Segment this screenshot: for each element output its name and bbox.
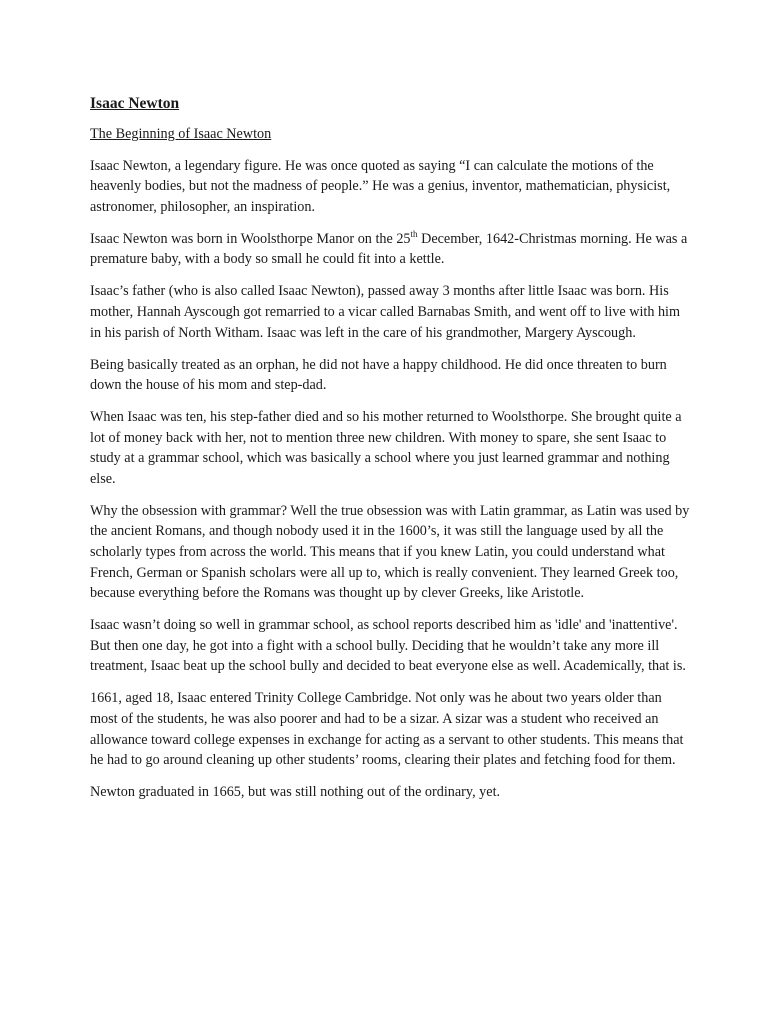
paragraph-3: Isaac’s father (who is also called Isaac Newton), passed away 3 months after little Isaac was born. His mother, Hannah Ayscough got remarried to a vicar called Barnabas Smith, and went off to live with him in his parish of North Witham. Isaac was left in the care of his grandmother, Margery Ayscough. [90, 283, 681, 341]
paragraph-7: Isaac wasn’t doing so well in grammar school, as school reports described him as 'idle' and 'inattentive'. But then one day, he got into a fight with a school bully. Deciding that he wouldn’t take any more ill treatment, Isaac beat up the school bully and decided to beat everyone else as well. Academically, that is. [90, 617, 686, 675]
section-heading: The Beginning of Isaac Newton [90, 126, 272, 142]
paragraph-2-text-before: Isaac Newton was born in Woolsthorpe Manor on the 25 [90, 230, 411, 247]
paragraph-6: Why the obsession with grammar? Well the true obsession was with Latin grammar, as Latin was used by the ancient Romans, and though nobody used it in the 1600’s, it was still the language used by all the scholarly types from across the world. This means that if you knew Latin, you could understand what French, German or Spanish scholars were all up to, which is really convenient. They learned Greek too, because everything before the Romans was thought up by clever Greeks, like Aristotle. [90, 502, 690, 602]
paragraph-9: Newton graduated in 1665, but was still nothing out of the ordinary, yet. [90, 784, 501, 801]
paragraph-8: 1661, aged 18, Isaac entered Trinity College Cambridge. Not only was he about two years older than most of the students, he was also poorer and had to be a sizar. A sizar was a student who received an allowance toward college expenses in exchange for acting as a servant to other students. This means that he had to go around cleaning up other students’ rooms, clearing their plates and fetching food for them. [90, 690, 684, 769]
paragraph-2 [90, 229, 690, 270]
ordinal-suffix: th [410, 228, 418, 239]
paragraph-5: When Isaac was ten, his step-father died and so his mother returned to Woolsthorpe. She brought quite a lot of money back with her, not to mention three new children. With money to spare, she sent Isaac to study at a grammar school, which was basically a school where you just learned grammar and nothing else. [90, 409, 682, 487]
document-page [90, 94, 690, 814]
paragraph-4: Being basically treated as an orphan, he did not have a happy childhood. He did once threaten to burn down the house of his mom and step-dad. [90, 356, 667, 394]
paragraph-2-text-after: December, 1642-Christmas morning. He was a premature baby, with a body so small he could fit into a kettle. [90, 230, 688, 268]
document-title: Isaac Newton [90, 95, 180, 112]
paragraph-1: Isaac Newton, a legendary figure. He was once quoted as saying “I can calculate the motions of the heavenly bodies, but not the madness of people.” He was a genius, inventor, mathematician, physicist, astronomer, philosopher, an inspiration. [90, 157, 671, 215]
